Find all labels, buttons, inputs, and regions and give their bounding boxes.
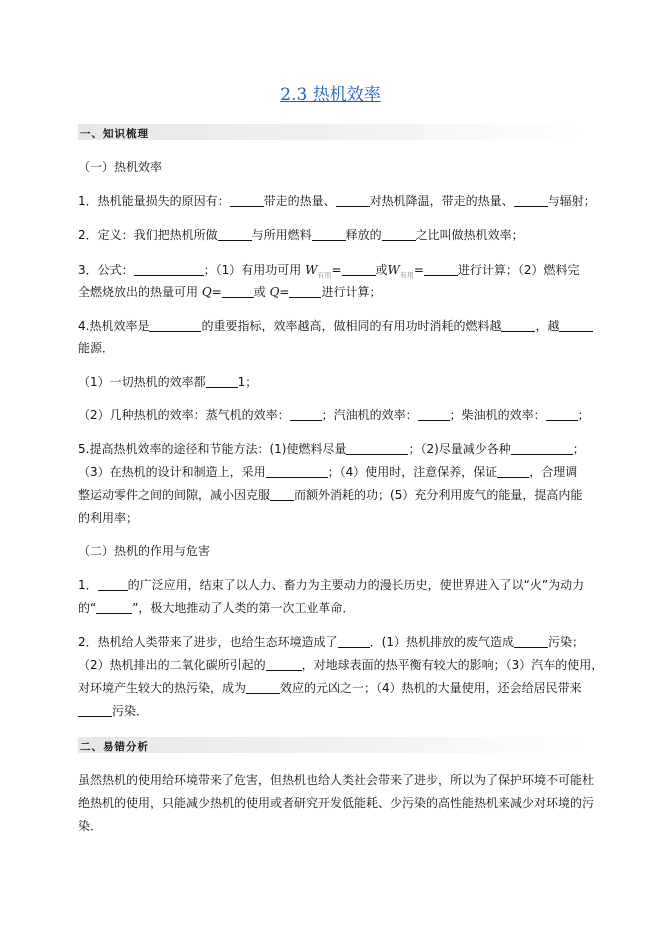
paragraph-1: 1．热机能量损失的原因有： 带走的热量、 对热机降温，带走的热量、 与辐射； xyxy=(78,194,596,208)
paragraph-3a: 3．公式： ；（1）有用功可用 $W_{有用}=$ 或$W_{有用}=$ 进行计算；（2）燃料完 xyxy=(78,263,580,280)
error-analysis-line-3: 染． xyxy=(78,819,103,833)
fill-blank[interactable] xyxy=(546,408,578,421)
fill-blank[interactable] xyxy=(559,319,593,332)
paragraph-7d: 的利用率； xyxy=(78,511,139,525)
fill-blank[interactable] xyxy=(501,319,535,332)
fill-blank[interactable] xyxy=(418,408,450,421)
section-heading-bar xyxy=(78,737,584,753)
fill-blank[interactable] xyxy=(514,635,548,648)
fill-blank[interactable] xyxy=(218,228,252,241)
fill-blank[interactable] xyxy=(266,465,328,478)
paragraph-9b: （2）热机排出的二氧化碳所引起的 ，对地球表面的热平衡有较大的影响；（3）汽车的使用， xyxy=(78,658,604,672)
section-heading-errors: 二、易错分析 xyxy=(80,741,149,753)
error-analysis-line-2: 绝热机的使用，只能减少热机的使用或者研究开发低能耗、少污染的高性能热机来减少对环境的污 xyxy=(78,796,595,810)
paragraph-8a: 1． 的广泛应用，结束了以人力、畜力为主要动力的漫长历史，使世界进入了以“火”为动力 xyxy=(78,578,585,592)
fill-blank[interactable] xyxy=(222,285,254,298)
paragraph-4b: 能源． xyxy=(78,341,115,355)
fill-blank[interactable] xyxy=(312,228,346,241)
fill-blank[interactable] xyxy=(346,442,408,455)
fill-blank[interactable] xyxy=(246,681,280,694)
fill-blank[interactable] xyxy=(149,319,201,332)
section-heading-bar xyxy=(78,124,584,140)
paragraph-7a: 5.提高热机效率的途径和节能方法：(1)使燃料尽量 ；（2)尽量减少各种 ； xyxy=(78,442,585,456)
paragraph-7b: （3）在热机的设计和制造上，采用 ；（4）使用时，注意保养，保证 ，合理调 xyxy=(78,465,578,479)
paragraph-3b: 全燃烧放出的热量可用 Q= 或 Q= 进行计算； xyxy=(78,285,382,299)
paragraph-9c: 对环境产生较大的热污染，成为 效应的元凶之一；（4）热机的大量使用，还会给居民带来 xyxy=(78,681,582,695)
fill-blank[interactable] xyxy=(206,375,238,388)
fill-blank[interactable] xyxy=(96,601,132,614)
fill-blank[interactable] xyxy=(424,263,458,276)
fill-blank[interactable] xyxy=(230,194,264,207)
fill-blank[interactable] xyxy=(98,578,128,591)
fill-blank[interactable] xyxy=(342,263,376,276)
paragraph-2: 2．定义：我们把热机所做 与所用燃料 释放的 之比叫做热机效率； xyxy=(78,228,524,242)
fill-blank[interactable] xyxy=(511,442,573,455)
paragraph-8b: 的“ ”，极大地推动了人类的第一次工业革命． xyxy=(78,601,355,615)
paragraph-7c: 整运动零件之间的间隙，减小因克服 而额外消耗的功；(5）充分利用废气的能量，提高内能 xyxy=(78,488,583,502)
fill-blank[interactable] xyxy=(289,285,321,298)
fill-blank[interactable] xyxy=(134,263,204,276)
fill-blank[interactable] xyxy=(78,704,112,717)
fill-blank[interactable] xyxy=(290,408,322,421)
fill-blank[interactable] xyxy=(336,194,370,207)
page-title: 2.3 热机效率 xyxy=(280,85,381,105)
fill-blank[interactable] xyxy=(270,488,294,501)
paragraph-9d: 污染． xyxy=(78,703,588,719)
fill-blank[interactable] xyxy=(266,658,302,671)
fill-blank[interactable] xyxy=(382,228,416,241)
fill-blank[interactable] xyxy=(514,194,548,207)
section-heading-knowledge: 一、知识梳理 xyxy=(80,128,149,140)
error-analysis-line-1: 虽然热机的使用给环境带来了危害，但热机也给人类社会带来了进步，所以为了保护环境不可能杜 xyxy=(78,773,595,787)
paragraph-9a: 2．热机给人类带来了进步，也给生态环境造成了 ．(1）热机排放的废气造成 污染； xyxy=(78,635,584,649)
fill-blank[interactable] xyxy=(338,635,370,648)
subheading-effects: （二）热机的作用与危害 xyxy=(78,544,211,558)
paragraph-6: （2）几种热机的效率：蒸气机的效率： ；汽油机的效率： ；柴油机的效率： ； xyxy=(78,408,590,422)
paragraph-5: （1）一切热机的效率都 1； xyxy=(78,375,258,389)
subheading-efficiency: （一）热机效率 xyxy=(78,160,163,174)
fill-blank[interactable] xyxy=(497,465,529,478)
paragraph-4a: 4.热机效率是 的重要指标，效率越高，做相同的有用功时消耗的燃料越 ，越 xyxy=(78,318,588,334)
